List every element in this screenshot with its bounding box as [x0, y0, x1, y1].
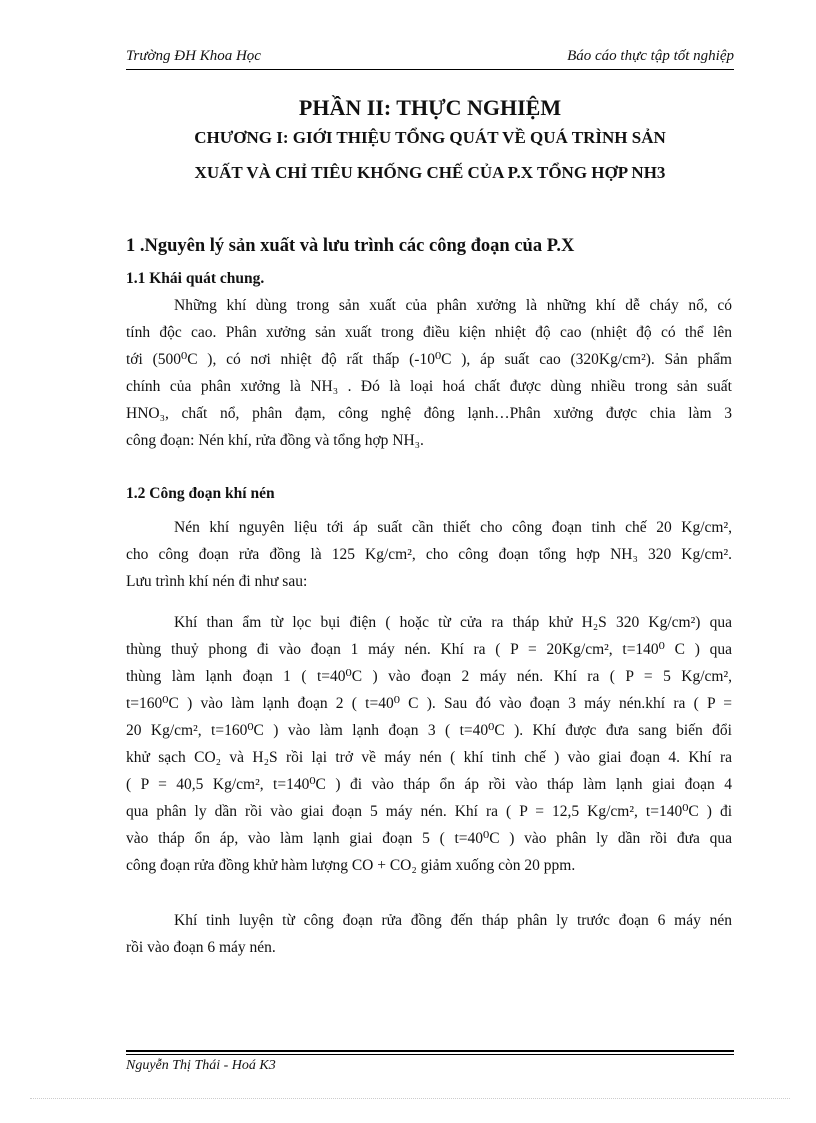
part-title: PHẦN II: THỰC NGHIỆM — [298, 95, 562, 120]
text-line: thùng làm lạnh đoạn 1 ( t=40⁰C ) vào đoạn 2 máy nén. Khí ra ( P = 5 Kg/cm², — [126, 668, 732, 685]
subsection-heading-1-2: 1.2 Công đoạn khí nén — [126, 485, 275, 502]
text-line: Những khí dùng trong sản xuất của phân xưởng là những khí dễ cháy nổ, có — [174, 297, 732, 314]
text-line: công đoạn: Nén khí, rửa đồng và tổng hợp NH₃. — [126, 432, 424, 449]
text-line: thùng thuỷ phong đi vào đoạn 1 máy nén. Khí ra ( P = 20Kg/cm², t=140⁰ C ) qua — [126, 641, 732, 658]
header-school: Trường ĐH Khoa Học — [126, 48, 261, 64]
text-line: HNO₃, chất nổ, phân đạm, công nghệ đông lạnh…Phân xưởng được chia làm 3 — [126, 405, 732, 422]
footer-divider — [126, 1050, 734, 1052]
header-report-title: Báo cáo thực tập tốt nghiệp — [567, 48, 734, 64]
page-bottom-border — [30, 1098, 790, 1099]
text-line: qua phân ly dần rồi vào giai đoạn 5 máy nén. Khí ra ( P = 12,5 Kg/cm², t=140⁰C ) đi — [126, 803, 732, 820]
paragraph-overview — [126, 292, 732, 454]
text-line: Lưu trình khí nén đi như sau: — [126, 573, 308, 590]
paragraph-refining — [126, 907, 732, 961]
text-line: Nén khí nguyên liệu tới áp suất cần thiết cho công đoạn tinh chế 20 Kg/cm², — [174, 519, 732, 536]
paragraph-compression-intro — [126, 514, 732, 595]
text-line: tới (500⁰C ), có nơi nhiệt độ rất thấp (-10⁰C ), áp suất cao (320Kg/cm²). Sản phẩm — [126, 351, 732, 368]
chapter-title-line-2: XUẤT VÀ CHỈ TIÊU KHỐNG CHẾ CỦA P.X TỔNG HỢP NH3 — [194, 163, 666, 182]
footer-divider-thin — [126, 1054, 734, 1055]
chapter-title-line-1: CHƯƠNG I: GIỚI THIỆU TỔNG QUÁT VỀ QUÁ TRÌNH SẢN — [194, 128, 666, 147]
text-line: ( P = 40,5 Kg/cm², t=140⁰C ) đi vào tháp ổn áp rồi vào tháp làm lạnh giai đoạn 4 — [126, 776, 732, 793]
text-line: Khí tinh luyện từ công đoạn rửa đồng đến tháp phân ly trước đoạn 6 máy nén — [174, 912, 732, 929]
text-line: công đoạn rửa đồng khử hàm lượng CO + CO₂ giảm xuống còn 20 ppm. — [126, 857, 576, 874]
text-line: tính độc cao. Phân xưởng sản xuất trong điều kiện nhiệt độ cao (nhiệt độ có thể lên — [126, 324, 732, 341]
section-heading: 1 .Nguyên lý sản xuất và lưu trình các công đoạn của P.X — [126, 236, 575, 256]
text-line: chính của phân xưởng là NH₃ . Đó là loại hoá chất được dùng nhiều trong sản suất — [126, 378, 732, 395]
text-line: rồi vào đoạn 6 máy nén. — [126, 939, 276, 956]
text-line: vào tháp ổn áp, vào làm lạnh giai đoạn 5 ( t=40⁰C ) vào phân ly dần rồi đưa qua — [126, 830, 732, 847]
text-line: cho công đoạn rửa đồng là 125 Kg/cm², cho công đoạn tổng hợp NH₃ 320 Kg/cm². — [126, 546, 732, 563]
page-header — [126, 48, 734, 68]
header-divider — [126, 69, 734, 70]
footer-author: Nguyễn Thị Thái - Hoá K3 — [126, 1058, 276, 1073]
text-line: Khí than ẩm từ lọc bụi điện ( hoặc từ cửa ra tháp khử H₂S 320 Kg/cm²) qua — [174, 614, 732, 631]
text-line: t=160⁰C ) vào làm lạnh đoạn 2 ( t=40⁰ C ). Sau đó vào đoạn 3 máy nén.khí ra ( P = — [126, 695, 732, 712]
paragraph-compression-flow — [126, 609, 732, 879]
text-line: 20 Kg/cm², t=160⁰C ) vào làm lạnh đoạn 3 ( t=40⁰C ). Khí được đưa sang biến đổi — [126, 722, 732, 739]
subsection-heading-1-1: 1.1 Khái quát chung. — [126, 270, 265, 287]
text-line: khử sạch CO₂ và H₂S rồi lại trở về máy nén ( khí tinh chế ) vào giai đoạn 4. Khí ra — [126, 749, 732, 766]
